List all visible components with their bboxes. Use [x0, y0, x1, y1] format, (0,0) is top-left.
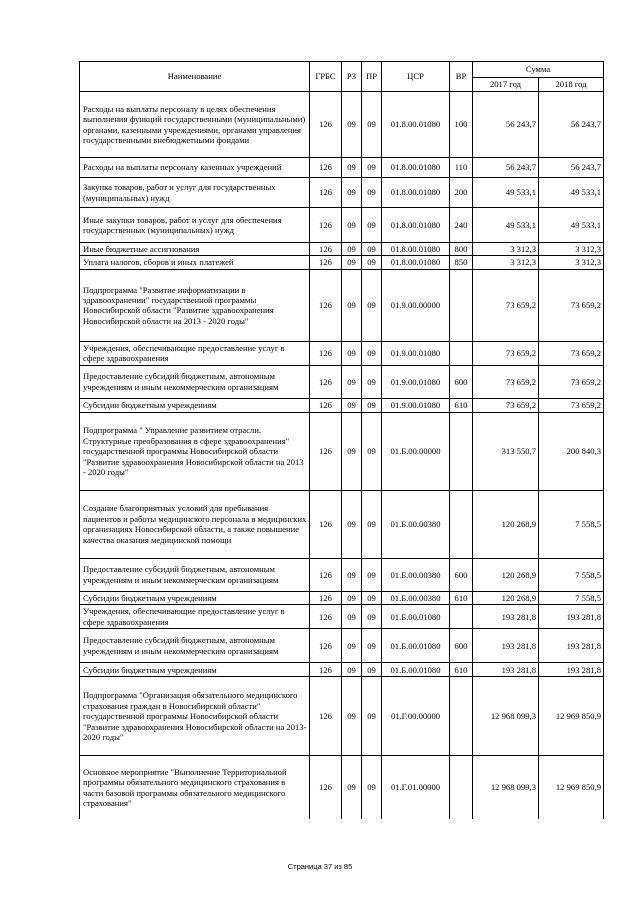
- cell-amount-2017: 49 533,1: [473, 178, 539, 208]
- cell-pr: 09: [362, 558, 382, 591]
- header-sum: Сумма: [473, 62, 604, 78]
- cell-grbs: 126: [310, 365, 342, 398]
- cell-vr: 110: [450, 158, 473, 178]
- cell-csr: 01.Б.00.00380: [382, 591, 450, 604]
- cell-vr: 200: [450, 178, 473, 208]
- cell-rz: 09: [342, 92, 362, 158]
- table-body: [80, 92, 604, 819]
- cell-pr: 09: [362, 365, 382, 398]
- cell-name: Субсидии бюджетным учреждениям: [80, 591, 310, 604]
- table-row: [80, 256, 604, 269]
- cell-grbs: 126: [310, 243, 342, 256]
- cell-rz: 09: [342, 365, 362, 398]
- cell-csr: 01.Б.00.01080: [382, 605, 450, 629]
- cell-amount-2018: 193 281,8: [539, 629, 604, 663]
- cell-amount-2017: 12 968 099,3: [473, 756, 539, 819]
- cell-amount-2018: 73 659,2: [539, 341, 604, 365]
- table-row: [80, 558, 604, 591]
- cell-csr: 01.8.00.01080: [382, 243, 450, 256]
- cell-vr: 610: [450, 398, 473, 412]
- cell-rz: 09: [342, 605, 362, 629]
- cell-amount-2017: 120 268,9: [473, 490, 539, 558]
- cell-rz: 09: [342, 341, 362, 365]
- cell-name: Расходы на выплаты персоналу казенных учреждений: [80, 158, 310, 178]
- table-row: [80, 412, 604, 490]
- cell-amount-2017: 73 659,2: [473, 269, 539, 341]
- cell-pr: 09: [362, 92, 382, 158]
- cell-vr: [450, 756, 473, 819]
- cell-grbs: 126: [310, 398, 342, 412]
- cell-name: Создание благоприятных условий для пребывания пациентов и работы медицинского персонала в медицинских организациях Новосибирской области, а также повышение качества оказания медицинской помощи: [80, 490, 310, 558]
- cell-csr: 01.8.00.01080: [382, 158, 450, 178]
- cell-rz: 09: [342, 663, 362, 677]
- cell-rz: 09: [342, 591, 362, 604]
- cell-grbs: 126: [310, 412, 342, 490]
- header-csr: ЦСР: [382, 62, 450, 92]
- cell-csr: 01.9.00.00000: [382, 269, 450, 341]
- cell-amount-2018: 193 281,8: [539, 605, 604, 629]
- cell-csr: 01.Б.00.00380: [382, 558, 450, 591]
- cell-amount-2017: 56 243,7: [473, 92, 539, 158]
- table-row: [80, 208, 604, 243]
- cell-rz: 09: [342, 269, 362, 341]
- cell-pr: 09: [362, 412, 382, 490]
- cell-rz: 09: [342, 677, 362, 756]
- cell-grbs: 126: [310, 256, 342, 269]
- cell-vr: 100: [450, 92, 473, 158]
- cell-pr: 09: [362, 677, 382, 756]
- table-row: [80, 677, 604, 756]
- header-vr: ВР: [450, 62, 473, 92]
- cell-vr: 850: [450, 256, 473, 269]
- cell-pr: 09: [362, 256, 382, 269]
- cell-vr: [450, 605, 473, 629]
- cell-vr: 240: [450, 208, 473, 243]
- header-2017: 2017 год: [473, 78, 539, 92]
- cell-rz: 09: [342, 208, 362, 243]
- cell-name: Иные бюджетные ассигнования: [80, 243, 310, 256]
- table-row: [80, 629, 604, 663]
- table-row: [80, 92, 604, 158]
- cell-csr: 01.8.00.01080: [382, 208, 450, 243]
- cell-amount-2017: 73 659,2: [473, 398, 539, 412]
- cell-vr: 610: [450, 663, 473, 677]
- cell-amount-2018: 49 533,1: [539, 208, 604, 243]
- cell-name: Подпрограмма " Управление развитием отрасли. Структурные преобразования в сфере здравоохранения" государственной программы Новосибирской области "Развитие здравоохранения Новосибирской области на 2013 - 2020 годы": [80, 412, 310, 490]
- table-row: [80, 756, 604, 819]
- table-header: [80, 62, 604, 92]
- header-name: Наименование: [80, 62, 310, 92]
- cell-amount-2018: 12 969 850,9: [539, 677, 604, 756]
- cell-pr: 09: [362, 158, 382, 178]
- cell-amount-2018: 73 659,2: [539, 365, 604, 398]
- page-number: Страница 37 из 85: [287, 862, 353, 871]
- cell-name: Субсидии бюджетным учреждениям: [80, 663, 310, 677]
- table-row: [80, 663, 604, 677]
- cell-amount-2018: 73 659,2: [539, 269, 604, 341]
- cell-csr: 01.9.00.01080: [382, 398, 450, 412]
- cell-name: Учреждения, обеспечивающие предоставление услуг в сфере здравоохранения: [80, 341, 310, 365]
- cell-csr: 01.9.00.01080: [382, 341, 450, 365]
- cell-csr: 01.Б.00.01080: [382, 629, 450, 663]
- cell-amount-2017: 56 243,7: [473, 158, 539, 178]
- cell-grbs: 126: [310, 269, 342, 341]
- cell-csr: 01.Б.00.00000: [382, 412, 450, 490]
- cell-amount-2018: 73 659,2: [539, 398, 604, 412]
- cell-rz: 09: [342, 629, 362, 663]
- cell-amount-2017: 73 659,2: [473, 365, 539, 398]
- cell-rz: 09: [342, 412, 362, 490]
- cell-name: Основное мероприятие "Выполнение Территориальной программы обязательного медицинского страхования в части базовой программы обязательного медицинского страхования": [80, 756, 310, 819]
- cell-grbs: 126: [310, 158, 342, 178]
- budget-table: [79, 61, 604, 819]
- cell-amount-2018: 12 969 850,9: [539, 756, 604, 819]
- header-rz: РЗ: [342, 62, 362, 92]
- cell-amount-2018: 49 533,1: [539, 178, 604, 208]
- cell-amount-2018: 7 558,5: [539, 591, 604, 604]
- cell-name: Субсидии бюджетным учреждениям: [80, 398, 310, 412]
- cell-name: Расходы на выплаты персоналу в целях обеспечения выполнения функций государственными (муниципальными) органами, казенными учреждениями, органами управления государственными внебюджетными фондами: [80, 92, 310, 158]
- cell-amount-2018: 200 840,3: [539, 412, 604, 490]
- table-row: [80, 605, 604, 629]
- cell-name: Подпрограмма "Организация обязательного медицинского страхования граждан в Новосибирской области" государственной программы Новосибирской области "Развитие здравоохранения Новосибирской области на 2013-2020 годы": [80, 677, 310, 756]
- cell-csr: 01.9.00.01080: [382, 365, 450, 398]
- cell-csr: 01.Б.00.00380: [382, 490, 450, 558]
- cell-rz: 09: [342, 243, 362, 256]
- cell-amount-2017: 193 281,8: [473, 605, 539, 629]
- cell-pr: 09: [362, 341, 382, 365]
- cell-rz: 09: [342, 558, 362, 591]
- cell-name: Предоставление субсидий бюджетным, автономным учреждениям и иным некоммерческим организациям: [80, 629, 310, 663]
- header-grbs: ГРБС: [310, 62, 342, 92]
- cell-pr: 09: [362, 490, 382, 558]
- cell-pr: 09: [362, 756, 382, 819]
- cell-amount-2017: 120 268,9: [473, 591, 539, 604]
- cell-amount-2017: 49 533,1: [473, 208, 539, 243]
- table-row: [80, 591, 604, 604]
- cell-name: Иные закупки товаров, работ и услуг для обеспечения государственных (муниципальных) нужд: [80, 208, 310, 243]
- cell-grbs: 126: [310, 341, 342, 365]
- cell-grbs: 126: [310, 677, 342, 756]
- cell-rz: 09: [342, 158, 362, 178]
- cell-grbs: 126: [310, 490, 342, 558]
- cell-name: Закупка товаров, работ и услуг для государственных (муниципальных) нужд: [80, 178, 310, 208]
- table-row: [80, 269, 604, 341]
- cell-rz: 09: [342, 178, 362, 208]
- cell-csr: 01.Г.00.00000: [382, 677, 450, 756]
- cell-vr: [450, 677, 473, 756]
- table-row: [80, 365, 604, 398]
- cell-vr: 600: [450, 629, 473, 663]
- cell-name: Подпрограмма "Развитие информатизации в здравоохранении" государственной программы Новосибирской области "Развитие здравоохранения Новосибирской области на 2013 - 2020 годы": [80, 269, 310, 341]
- header-2018: 2018 год: [539, 78, 604, 92]
- table-row: [80, 178, 604, 208]
- cell-grbs: 126: [310, 756, 342, 819]
- cell-grbs: 126: [310, 558, 342, 591]
- cell-pr: 09: [362, 605, 382, 629]
- cell-pr: 09: [362, 243, 382, 256]
- cell-pr: 09: [362, 398, 382, 412]
- cell-vr: 610: [450, 591, 473, 604]
- cell-grbs: 126: [310, 178, 342, 208]
- cell-grbs: 126: [310, 663, 342, 677]
- cell-amount-2018: 7 558,5: [539, 558, 604, 591]
- cell-grbs: 126: [310, 92, 342, 158]
- cell-pr: 09: [362, 663, 382, 677]
- table-row: [80, 490, 604, 558]
- cell-amount-2018: 56 243,7: [539, 92, 604, 158]
- cell-csr: 01.8.00.01080: [382, 256, 450, 269]
- cell-pr: 09: [362, 629, 382, 663]
- cell-csr: 01.8.00.01080: [382, 92, 450, 158]
- table-row: [80, 243, 604, 256]
- cell-amount-2018: 7 558,5: [539, 490, 604, 558]
- cell-grbs: 126: [310, 208, 342, 243]
- cell-pr: 09: [362, 591, 382, 604]
- cell-vr: [450, 490, 473, 558]
- cell-pr: 09: [362, 178, 382, 208]
- cell-vr: [450, 269, 473, 341]
- cell-name: Уплата налогов, сборов и иных платежей: [80, 256, 310, 269]
- table-row: [80, 341, 604, 365]
- cell-pr: 09: [362, 269, 382, 341]
- cell-pr: 09: [362, 208, 382, 243]
- cell-vr: 800: [450, 243, 473, 256]
- cell-vr: [450, 412, 473, 490]
- cell-amount-2018: 56 243,7: [539, 158, 604, 178]
- cell-csr: 01.Г.01.00000: [382, 756, 450, 819]
- cell-amount-2017: 120 268,9: [473, 558, 539, 591]
- cell-csr: 01.8.00.01080: [382, 178, 450, 208]
- cell-rz: 09: [342, 756, 362, 819]
- cell-name: Предоставление субсидий бюджетным, автономным учреждениям и иным некоммерческим организациям: [80, 365, 310, 398]
- table-row: [80, 158, 604, 178]
- cell-amount-2018: 3 312,3: [539, 243, 604, 256]
- cell-amount-2017: 12 968 099,3: [473, 677, 539, 756]
- cell-amount-2017: 3 312,3: [473, 256, 539, 269]
- cell-amount-2017: 313 550,7: [473, 412, 539, 490]
- cell-amount-2018: 3 312,3: [539, 256, 604, 269]
- cell-amount-2018: 193 281,8: [539, 663, 604, 677]
- cell-amount-2017: 193 281,8: [473, 663, 539, 677]
- table-row: [80, 398, 604, 412]
- cell-amount-2017: 193 281,8: [473, 629, 539, 663]
- header-pr: ПР: [362, 62, 382, 92]
- cell-vr: 600: [450, 558, 473, 591]
- cell-rz: 09: [342, 490, 362, 558]
- cell-csr: 01.Б.00.01080: [382, 663, 450, 677]
- cell-grbs: 126: [310, 591, 342, 604]
- cell-rz: 09: [342, 256, 362, 269]
- cell-rz: 09: [342, 398, 362, 412]
- cell-grbs: 126: [310, 605, 342, 629]
- cell-amount-2017: 3 312,3: [473, 243, 539, 256]
- cell-amount-2017: 73 659,2: [473, 341, 539, 365]
- cell-vr: 600: [450, 365, 473, 398]
- cell-vr: [450, 341, 473, 365]
- cell-name: Учреждения, обеспечивающие предоставление услуг в сфере здравоохранения: [80, 605, 310, 629]
- cell-name: Предоставление субсидий бюджетным, автономным учреждениям и иным некоммерческим организациям: [80, 558, 310, 591]
- cell-grbs: 126: [310, 629, 342, 663]
